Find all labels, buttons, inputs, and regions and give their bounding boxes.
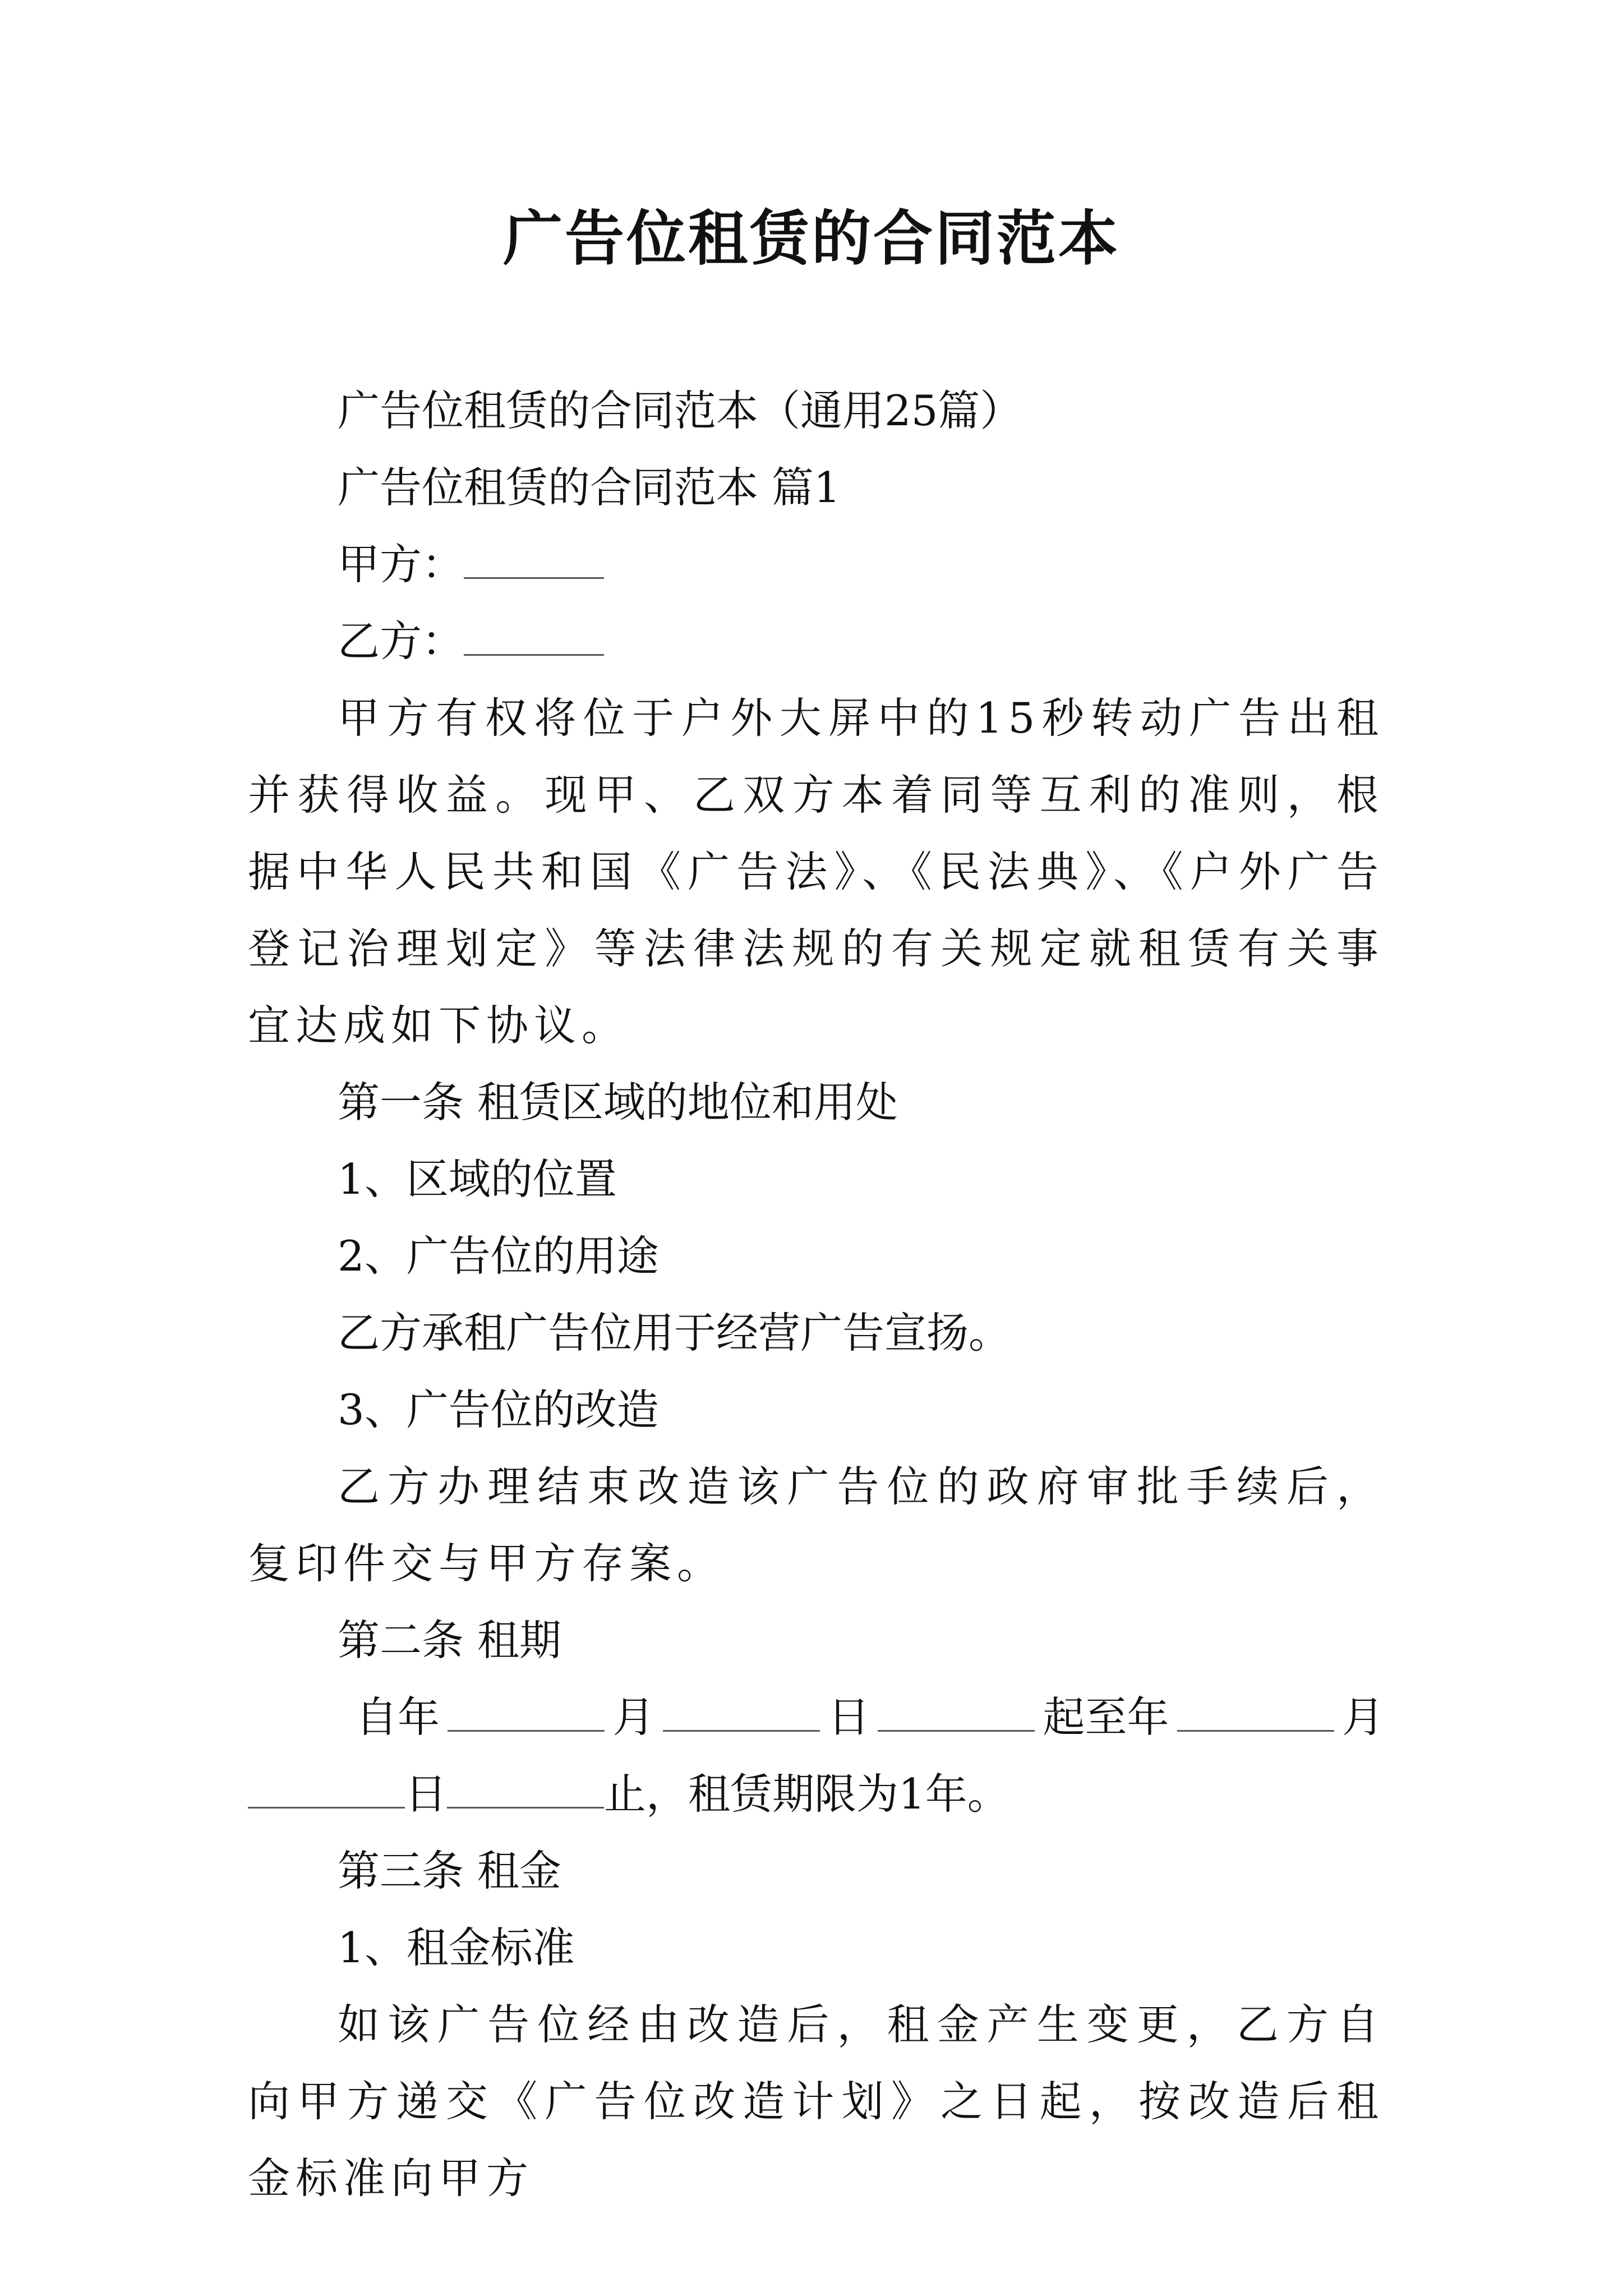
- day-label-2: 日: [405, 1769, 448, 1819]
- subtitle-line: 广告位租赁的合同范本（通用25篇）: [338, 386, 1022, 435]
- document-body: [248, 372, 1384, 2217]
- party-a-blank: [464, 538, 604, 579]
- day-label-1: 日: [827, 1692, 870, 1742]
- intro-paragraph: 甲方有权将位于户外大屏中的15秒转动广告出租并获得收益。现甲、乙双方本着同等互利的准则，根据中华人民共和国《广告法》、《民法典》、《户外广告登记治理划定》等法律法规的有关规定就租赁有关事宜达成如下协议。: [248, 693, 1384, 1050]
- month-label-1: 月: [612, 1692, 655, 1742]
- rent-paragraph: 如该广告位经由改造后，租金产生变更，乙方自向甲方递交《广告位改造计划》之日起，按改造后租金标准向甲方: [248, 2000, 1384, 2203]
- start-year-blank: [448, 1691, 605, 1732]
- party-a-line: [248, 526, 1384, 603]
- article-1-item-2: 2、广告位的用途: [338, 1231, 659, 1281]
- document-title: 广告位租赁的合同范本: [503, 203, 1120, 273]
- party-b-label: 乙方：: [338, 616, 464, 666]
- article-1-heading: 第一条 租赁区域的地位和用处: [338, 1078, 898, 1127]
- start-day-blank: [878, 1691, 1035, 1732]
- article-1-item-2-text: 乙方承租广告位用于经营广告宣扬。: [338, 1308, 1011, 1358]
- article-3-item-1: 1、租金标准: [338, 1923, 575, 1972]
- party-b-blank: [464, 615, 604, 656]
- to-year-label: 起至年: [1043, 1692, 1169, 1742]
- term-date-line-2: [248, 1756, 1384, 1833]
- end-month-blank: [248, 1768, 405, 1809]
- party-a-label: 甲方：: [338, 540, 464, 589]
- article-1-item-3: 3、广告位的改造: [338, 1385, 659, 1434]
- end-year-blank: [1177, 1691, 1334, 1732]
- date-from-label: 自年: [356, 1692, 440, 1742]
- article-1-item-1: 1、区域的位置: [338, 1154, 617, 1204]
- section-heading: 广告位租赁的合同范本 篇1: [338, 463, 841, 512]
- party-b-line: [248, 603, 1384, 680]
- article-3-heading: 第三条 租金: [338, 1846, 561, 1895]
- term-date-line-1: [248, 1679, 1384, 1756]
- start-month-blank: [663, 1691, 820, 1732]
- term-end-text: 止，租赁期限为1年。: [604, 1769, 1009, 1819]
- month-label-2: 月: [1341, 1692, 1384, 1742]
- end-day-blank: [447, 1768, 604, 1809]
- article-2-heading: 第二条 租期: [338, 1616, 561, 1665]
- article-1-item-3-text: 乙方办理结束改造该广告位的政府审批手续后，复印件交与甲方存案。: [248, 1462, 1384, 1588]
